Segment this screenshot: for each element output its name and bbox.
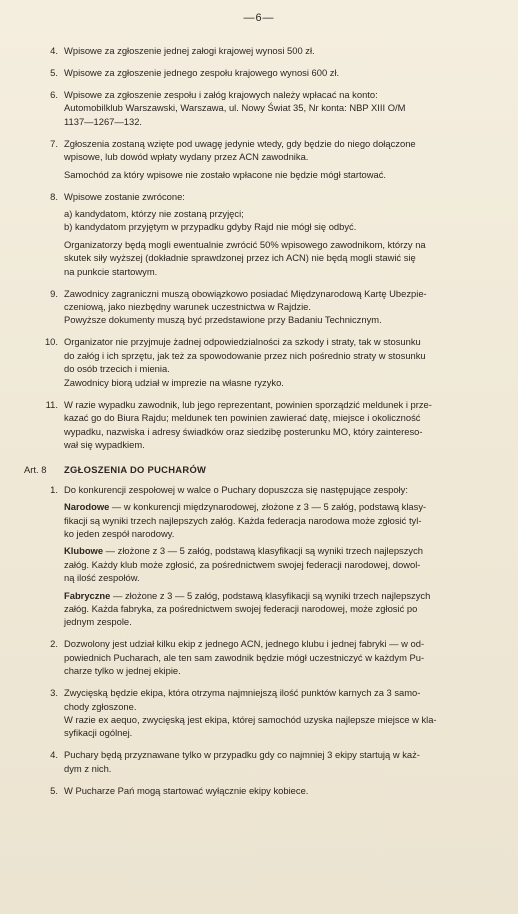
- text-line: jednym zespole.: [64, 616, 132, 628]
- article-label: Art. 8: [24, 464, 47, 476]
- text-line: fikacji są wyniki trzech najlepszych załóg. Każda federacja narodowa może zgłosić tyl-: [64, 514, 422, 526]
- paragraph-number: 4.: [50, 749, 58, 761]
- text-line: W Pucharze Pań mogą startować wyłącznie ekipy kobiece.: [64, 784, 309, 796]
- term: Fabryczne: [64, 589, 111, 601]
- article-heading: [24, 463, 496, 476]
- text-line: chody zgłoszone.: [64, 700, 137, 712]
- text-line: wał się wypadkiem.: [64, 438, 145, 450]
- text-line: Samochód za który wpisowe nie zostało wpłacone nie będzie mógł startować.: [64, 168, 387, 180]
- article-paragraph-5: [36, 784, 496, 797]
- text-line: Wpisowe za zgłoszenie jednego zespołu krajowego wynosi 600 zł.: [64, 67, 340, 78]
- text-line: kazać go do Biura Rajdu; meldunek ten powinien zawierać datę, miejsce i okoliczność: [64, 412, 421, 424]
- text-line: Automobilklub Warszawski, Warszawa, ul. Nowy Świat 35, Nr konta: NBP XIII O/M: [64, 102, 406, 114]
- paragraph-8: [36, 190, 496, 278]
- text-line: Zawodnicy biorą udział w imprezie na własne ryzyko.: [64, 376, 284, 388]
- text-line: Do konkurencji zespołowej w walce o Puchary dopuszcza się następujące zespoły:: [64, 483, 408, 495]
- paragraph-6: [36, 88, 496, 128]
- text-line: Wpisowe zostanie zwrócone:: [64, 190, 185, 202]
- list-item: b) kandydatom przyjętym w przypadku gdyby Rajd nie mógł się odbyć.: [64, 221, 357, 233]
- text-line: syfikacji ogólnej.: [64, 727, 133, 739]
- text-line: wypadku, nazwiska i adresy świadków oraz siedzibę posterunku MO, który zaintereso-: [64, 425, 423, 437]
- text-line: ną ilość zespołów.: [64, 572, 140, 584]
- paragraph-number: 3.: [50, 687, 58, 699]
- text-line: załóg. Każda fabryka, za pośrednictwem swojej federacji narodowej, może zgłosić po: [64, 602, 418, 614]
- text-line: charze tylko w jednej ekipie.: [64, 665, 181, 677]
- text-line: do osób trzecich i mienia.: [64, 363, 170, 375]
- regulations-text: [24, 44, 496, 806]
- term: Klubowe: [64, 545, 104, 557]
- paragraph-4: [36, 44, 496, 57]
- text-line: czeniową, jako niezbędny warunek uczestnictwa w Rajdzie.: [64, 301, 312, 313]
- paragraph-7: [36, 137, 496, 181]
- text-line: do załóg i ich sprzętu, jak też za spowodowanie przez nich pośrednio straty w stosunku: [64, 349, 426, 361]
- paragraph-number: 5.: [50, 784, 58, 796]
- article-paragraph-1: [36, 483, 496, 629]
- team-type-factory: [64, 589, 496, 629]
- paragraph-number: 4.: [50, 45, 58, 56]
- paragraph-number: 1.: [50, 483, 58, 495]
- paragraph-number: 2.: [50, 638, 58, 650]
- text-line: Zawodnicy zagraniczni muszą obowiązkowo posiadać Międzynarodową Kartę Ubezpie-: [64, 287, 427, 299]
- paragraph-number: 7.: [50, 137, 58, 149]
- text-line: powiednich Pucharach, ale ten sam zawodnik będzie mógł uczestniczyć w każdym Pu-: [64, 651, 425, 663]
- article-paragraph-2: [36, 637, 496, 677]
- text-line: Wpisowe za zgłoszenie jednej załogi krajowej wynosi 500 zł.: [64, 45, 315, 56]
- paragraph-9: [36, 287, 496, 327]
- article-title: ZGŁOSZENIA DO PUCHARÓW: [64, 464, 207, 476]
- text-line: dym z nich.: [64, 762, 112, 774]
- article-paragraph-3: [36, 686, 496, 740]
- text-line: Organizatorzy będą mogli ewentualnie zwrócić 50% wpisowego zawodnikom, którzy na: [64, 238, 426, 250]
- text-line: Puchary będą przyznawane tylko w przypadku gdy co najmniej 3 ekipy startują w każ-: [64, 749, 420, 761]
- paragraph-number: 6.: [50, 89, 58, 100]
- term: Narodowe: [64, 501, 110, 513]
- text-line: 1137—1267—132.: [64, 115, 143, 127]
- page-number: —6—: [243, 12, 275, 24]
- text-line: wpisowe, lub dowód wpłaty wydany przez ACN zawodnika.: [64, 151, 309, 163]
- text-line: Zwycięską będzie ekipa, która otrzyma najmniejszą ilość punktów karnych za 3 samo-: [64, 687, 421, 699]
- team-type-club: [64, 544, 496, 584]
- list-item: a) kandydatom, którzy nie zostaną przyjęci;: [64, 208, 244, 220]
- text-line: — złożone z 3 — 5 załóg, podstawą klasyfikacji są wyniki trzech najlepszych: [110, 589, 431, 601]
- paragraph-number: 11.: [45, 398, 58, 410]
- paragraph-11: [36, 398, 496, 452]
- paragraph-10: [36, 335, 496, 389]
- text-line: — w konkurencji międzynarodowej, złożone z 3 — 5 załóg, podstawą klasy-: [109, 501, 427, 513]
- text-line: — złożone z 3 — 5 załóg, podstawą klasyfikacji są wyniki trzech najlepszych: [103, 545, 423, 557]
- paragraph-number: 10.: [44, 336, 58, 348]
- text-line: Wpisowe za zgłoszenie zespołu i załóg krajowych należy wpłacać na konto:: [64, 89, 378, 100]
- text-line: Zgłoszenia zostaną wzięte pod uwagę jedynie wtedy, gdy będzie do niego dołączone: [64, 137, 416, 149]
- text-line: Powyższe dokumenty muszą być przedstawione przy Badaniu Technicznym.: [64, 314, 382, 326]
- text-line: W razie ex aequo, zwycięską jest ekipa, której samochód uzyska najlepsze miejsce w kla-: [64, 714, 437, 725]
- text-line: ko jeden zespół narodowy.: [64, 527, 175, 539]
- paragraph-number: 5.: [50, 67, 58, 78]
- text-line: W razie wypadku zawodnik, lub jego reprezentant, powinien sporządzić meldunek i prze-: [64, 398, 432, 410]
- text-line: skutek siły wyższej (dokładnie sprawdzonej przez ich ACN) nie będą mogli stawić się: [64, 252, 416, 264]
- text-line: Organizator nie przyjmuje żadnej odpowiedzialności za szkody i straty, tak w stosunku: [64, 336, 421, 348]
- text-line: załóg. Każdy klub może zgłosić, za pośrednictwem swojej federacji narodowej, dowol-: [64, 558, 421, 570]
- text-line: na punkcie startowym.: [64, 265, 158, 277]
- paragraph-5: [36, 66, 496, 79]
- paragraph-number: 9.: [50, 287, 58, 299]
- article-paragraph-4: [36, 748, 496, 775]
- paragraph-number: 8.: [50, 190, 58, 202]
- team-type-national: [64, 500, 496, 540]
- text-line: Dozwolony jest udział kilku ekip z jednego ACN, jednego klubu i jednej fabryki — w od-: [64, 638, 425, 650]
